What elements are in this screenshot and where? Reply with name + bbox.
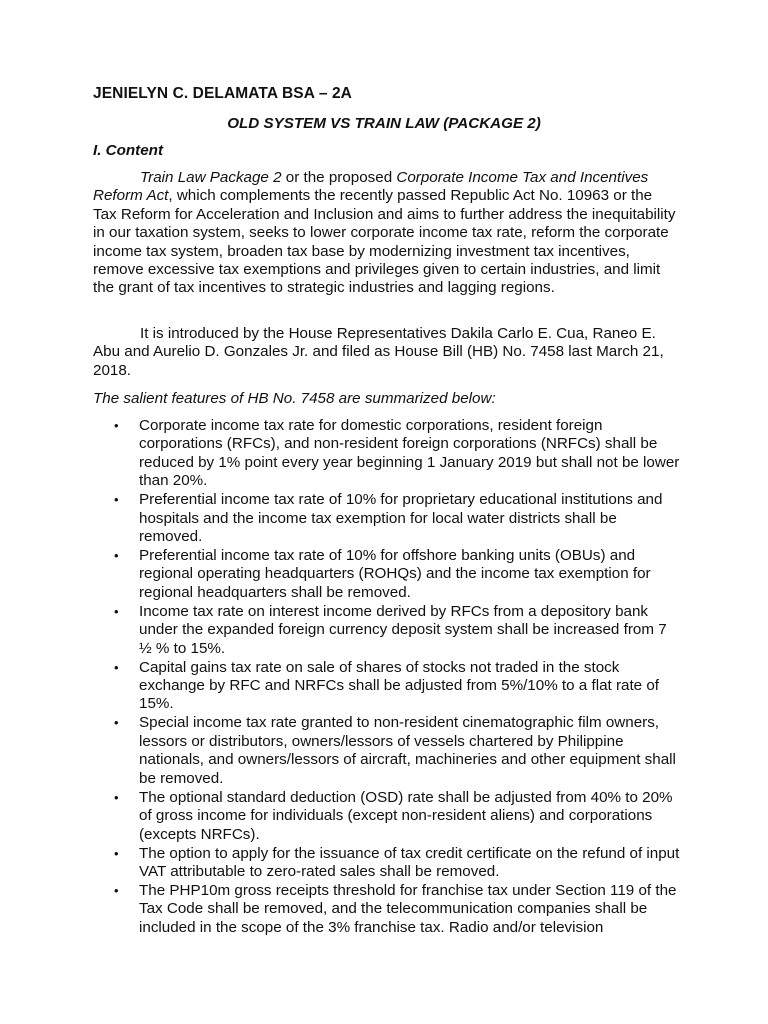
feature-text: Corporate income tax rate for domestic corporations, resident foreign corporations (RFCs), and non-resident foreign corporations (NRFCs) shall be reduced by 1% point every year beginning 1 January 2019 but shall not be lower than 20%.: [139, 417, 680, 490]
intro-text-2: , which complements the recently passed Republic Act No. 10963 or the Tax Reform for Acceleration and Inclusion and aims to further address the inequitability in our taxation system, seeks to lower corporate income tax rate, reform the corporate income tax system, broaden tax base by modernizing investment tax incentives, remove excessive tax exemptions and privileges given to certain industries, and limit the grant of tax incentives to strategic industries and lagging regions.: [93, 187, 676, 297]
bullet-icon: •: [114, 715, 119, 731]
features-list: [93, 417, 683, 938]
feature-text: The optional standard deduction (OSD) rate shall be adjusted from 40% to 20% of gross income for individuals (except non-resident aliens) and corporations (excepts NRFCs).: [139, 788, 673, 843]
bullet-icon: •: [114, 603, 119, 619]
list-item: [93, 882, 683, 937]
intro-paragraph: [93, 169, 677, 298]
list-item: [93, 491, 683, 546]
bullet-icon: •: [114, 492, 119, 508]
bullet-icon: •: [114, 882, 119, 898]
feature-text: Special income tax rate granted to non-resident cinematographic film owners, lessors or distributors, owners/lessors of vessels chartered by Philippine nationals, and owners/lessors of aircraft, machineries and other equipment shall be removed.: [139, 714, 676, 787]
list-item: [93, 845, 683, 882]
feature-text: The option to apply for the issuance of tax credit certificate on the refund of input VAT attributable to zero-rated sales shall be removed.: [139, 844, 680, 880]
feature-text: Income tax rate on interest income derived by RFCs from a depository bank under the expanded foreign currency deposit system shall be increased from 7 ½ % to 15%.: [139, 602, 667, 657]
bullet-icon: •: [114, 418, 119, 433]
train-law-term: Train Law Package 2: [140, 169, 282, 186]
feature-text: Capital gains tax rate on sale of shares of stocks not traded in the stock exchange by RFC and NRFCs shall be adjusted from 5%/10% to a flat rate of 15%.: [139, 658, 660, 713]
feature-text: Preferential income tax rate of 10% for proprietary educational institutions and hospitals and the income tax exemption for local water districts shall be removed.: [139, 491, 663, 546]
salient-features-intro: The salient features of HB No. 7458 are summarized below:: [93, 390, 496, 407]
feature-text: The PHP10m gross receipts threshold for franchise tax under Section 119 of the Tax Code shall be removed, and the telecommunication companies shall be included in the scope of the 3% franchise tax. Radio and/or television: [139, 881, 677, 936]
house-bill-paragraph: It is introduced by the House Representatives Dakila Carlo E. Cua, Raneo E. Abu and Aurelio D. Gonzales Jr. and filed as House Bill (HB) No. 7458 last March 21, 2018.: [93, 325, 664, 379]
bullet-icon: •: [114, 789, 119, 805]
bullet-icon: •: [114, 548, 119, 564]
bullet-icon: •: [114, 845, 119, 861]
list-item: [93, 547, 683, 602]
document-title: OLD SYSTEM VS TRAIN LAW (PACKAGE 2): [227, 115, 541, 132]
list-item: [93, 714, 683, 788]
list-item: [93, 603, 683, 658]
list-item: [93, 659, 683, 714]
bullet-icon: •: [114, 659, 119, 675]
author-line: JENIELYN C. DELAMATA BSA – 2A: [93, 85, 352, 102]
feature-text: Preferential income tax rate of 10% for offshore banking units (OBUs) and regional operating headquarters (ROHQs) and the income tax exemption for regional headquarters shall be removed.: [139, 547, 651, 601]
list-item: [93, 789, 683, 844]
section-heading: I. Content: [93, 142, 164, 159]
intro-text-1: or the proposed: [281, 169, 397, 186]
reform-act-term: Corporate Income Tax and Incentives Reform Act: [93, 169, 649, 205]
list-item: [93, 417, 683, 491]
